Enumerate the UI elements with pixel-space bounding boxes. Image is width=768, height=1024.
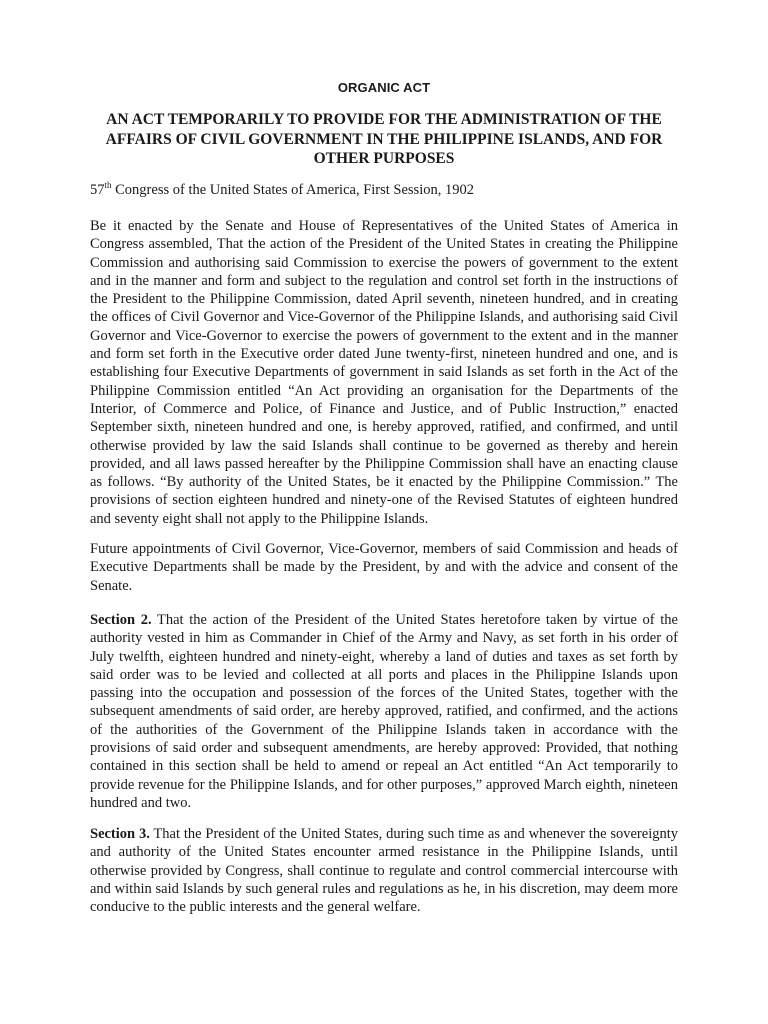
section-2-paragraph bbox=[90, 611, 678, 812]
congress-number: 57 bbox=[90, 182, 105, 198]
section-2-text: That the action of the President of the United States heretofore taken by virtue of the authority vested in him as Commander in Chief of the Army and Navy, as set forth in his order of July twelfth, eighteen hundred and ninety-eight, whereby a land of duties and taxes as set forth by said order was to be levied and collected at all ports and places in the Philippine Islands upon passing into the occupation and possession of the forces of the United States, together with the subsequent amendments of said order, are hereby approved, ratified, and confirmed, and the actions of the authorities of the Government of the Philippine Islands taken in accordance with the provisions of said order and subsequent amendments, are hereby approved: Provided, that nothing contained in this section shall be held to amend or repeal an Act entitled “An Act temporarily to provide revenue for the Philippine Islands, and for other purposes,” approved March eighth, nineteen hundred and two. bbox=[90, 612, 678, 811]
section-3-paragraph bbox=[90, 825, 678, 916]
congress-ordinal-suffix: th bbox=[104, 180, 112, 191]
section-2-label: Section 2. bbox=[90, 612, 152, 628]
appointments-paragraph: Future appointments of Civil Governor, Vice-Governor, members of said Commission and heads of Executive Departments shall be made by the President, by and with the advice and consent of the Senate. bbox=[90, 541, 678, 594]
document-heading: ORGANIC ACT bbox=[337, 80, 431, 95]
section-3-label: Section 3. bbox=[90, 826, 150, 842]
congress-session-text: Congress of the United States of America, First Session, 1902 bbox=[111, 182, 474, 198]
congress-session-line bbox=[90, 181, 678, 199]
section-3-text: That the President of the United States, during such time as and whenever the sovereignty and authority of the United States encounter armed resistance in the Philippine Islands, until otherwise provided by Congress, shall continue to regulate and control commercial intercourse with and within said Islands by such general rules and regulations as he, in his discretion, may deem more conducive to the public interests and the general welfare. bbox=[90, 826, 679, 916]
enacting-paragraph: Be it enacted by the Senate and House of Representatives of the United States of America in Congress assembled, That the action of the President of the United States in creating the Philippine Commission and authorising said Commission to exercise the powers of government to the extent and in the manner and form and subject to the regulation and control set forth in the instructions of the President to the Philippine Commission, dated April seventh, nineteen hundred, and in creating the offices of Civil Governor and Vice-Governor of the Philippine Islands, and authorising said Civil Governor and Vice-Governor to exercise the powers of government to the extent and in the manner and form set forth in the Executive order dated June twenty-first, nineteen hundred and one, and is establishing four Executive Departments of government in said Islands as set forth in the Act of the Philippine Commission entitled “An Act providing an organisation for the Departments of the Interior, of Commerce and Police, of Finance and Justice, and of Public Instruction,” enacted September sixth, nineteen hundred and one, is hereby approved, ratified, and confirmed, and until otherwise provided by law the said Islands shall continue to be governed as thereby and herein provided, and all laws passed hereafter by the Philippine Commission shall have an enacting clause as follows. “By authority of the United States, be it enacted by the Philippine Commission.” The provisions of section eighteen hundred and ninety-one of the Revised Statutes of eighteen hundred and seventy eight shall not apply to the Philippine Islands. bbox=[90, 218, 678, 527]
act-title: AN ACT TEMPORARILY TO PROVIDE FOR THE ADMINISTRATION OF THE AFFAIRS OF CIVIL GOVERNMENT IN THE PHILIPPINE ISLANDS, AND FOR OTHER PURPOSES bbox=[105, 111, 663, 167]
